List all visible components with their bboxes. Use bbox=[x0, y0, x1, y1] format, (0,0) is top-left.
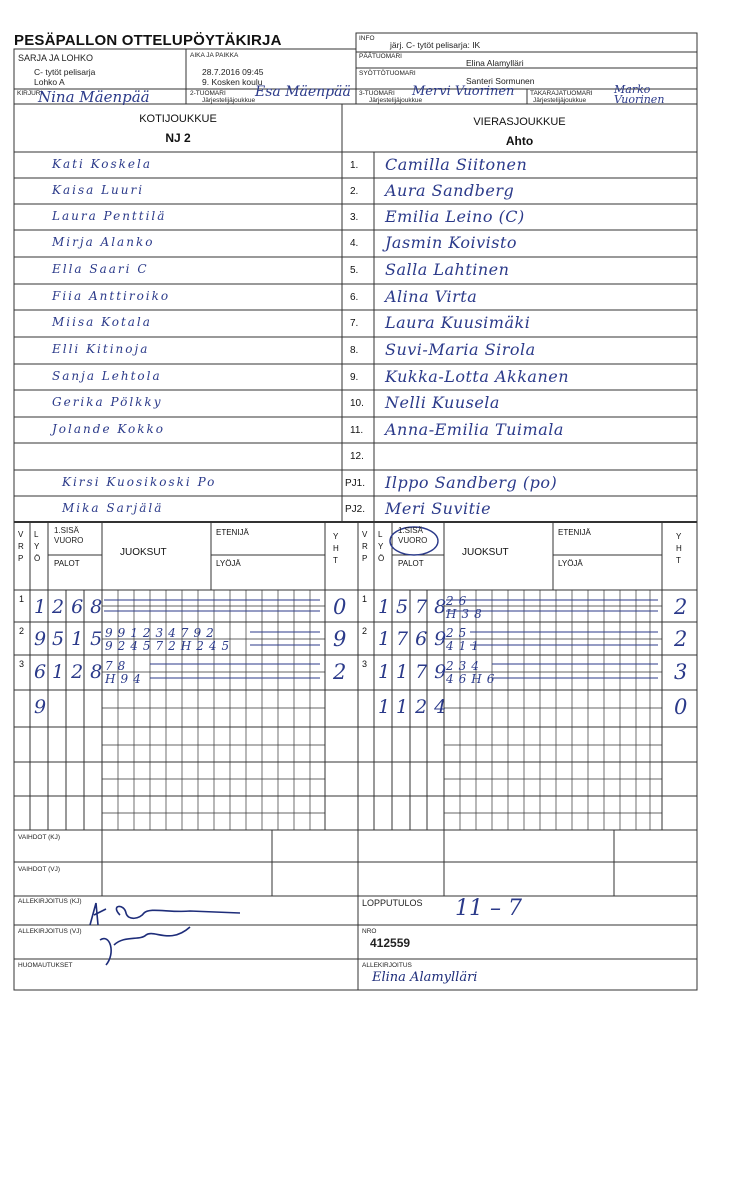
allekirjoitus-kj-label: ALLEKIRJOITUS (KJ) bbox=[18, 898, 82, 905]
home-lyo-header: Ö bbox=[34, 554, 41, 563]
roster-number: 6. bbox=[350, 292, 359, 303]
home-lyoja-header: LYÖJÄ bbox=[216, 559, 241, 568]
lopputulos-label: LOPPUTULOS bbox=[362, 898, 423, 908]
away-player-name: Alina Virta bbox=[385, 287, 478, 306]
away-inning-lyo: 1 bbox=[378, 596, 398, 618]
tuomari3-label: 3-TUOMARI bbox=[359, 90, 395, 97]
home-inning-total: 2 bbox=[333, 660, 347, 684]
away-player-name: Aura Sandberg bbox=[385, 181, 515, 200]
takaraja-label: TAKARAJATUOMARI bbox=[530, 90, 593, 97]
away-player-name: Kukka-Lotta Akkanen bbox=[385, 367, 570, 386]
away-lyoja-header: LYÖJÄ bbox=[558, 559, 583, 568]
away-inning-juoksut-top: 234 bbox=[446, 659, 484, 673]
sarja-value: C- tytöt pelisarja bbox=[34, 67, 96, 77]
away-vrp-header: R bbox=[362, 542, 368, 551]
coach-number: PJ1. bbox=[345, 478, 366, 489]
away-inning-palot: 179 bbox=[396, 661, 454, 683]
home-player-name: Ella Saari C bbox=[52, 262, 149, 276]
away-lyo-header: L bbox=[378, 530, 383, 539]
kirjuri-value: Nina Mäenpää bbox=[38, 88, 150, 106]
huomautukset-label: HUOMAUTUKSET bbox=[18, 962, 73, 969]
away-inning-juoksut-bottom: 411 bbox=[446, 639, 484, 653]
away-inning-juoksut-bottom: H38 bbox=[446, 607, 487, 621]
away-lyo-header: Y bbox=[378, 542, 384, 551]
away-player-name: Jasmin Koivisto bbox=[385, 233, 518, 252]
signature-kj bbox=[80, 895, 260, 975]
coach-number: PJ2. bbox=[345, 504, 366, 515]
roster-number: 7. bbox=[350, 318, 359, 329]
home-etenija-header: ETENIJÄ bbox=[216, 528, 249, 537]
away-palot-header: PALOT bbox=[398, 559, 424, 568]
away-player-name: Salla Lahtinen bbox=[385, 260, 510, 279]
home-lyo-header: Y bbox=[34, 542, 40, 551]
away-inning-juoksut-top: 26 bbox=[446, 594, 472, 608]
home-inning-lyo: 9 bbox=[34, 696, 54, 718]
home-player-name: Mirja Alanko bbox=[52, 235, 155, 249]
home-player-name: Gerika Pölkky bbox=[52, 395, 163, 409]
home-inning-juoksut-top: 991234792 bbox=[105, 626, 219, 640]
away-inning-palot: 578 bbox=[396, 596, 454, 618]
home-lyo-header: L bbox=[34, 530, 39, 539]
home-inning-lyo: 1 bbox=[34, 596, 54, 618]
home-inning-vrp: 3 bbox=[19, 659, 25, 669]
info-value: järj. C- tytöt pelisarja: IK bbox=[390, 40, 481, 50]
away-inning-lyo: 1 bbox=[378, 661, 398, 683]
allekirjoitus-value: Elina Alamylläri bbox=[372, 970, 478, 985]
home-player-name: Sanja Lehtola bbox=[52, 369, 162, 383]
home-inning-vrp: 2 bbox=[19, 626, 25, 636]
home-yht-header: H bbox=[333, 544, 339, 553]
takaraja-sub: Järjestelijäjoukkue bbox=[533, 97, 587, 104]
home-team-heading: KOTIJOUKKUE bbox=[139, 113, 217, 125]
away-vrp-header: V bbox=[362, 530, 368, 539]
nro-value: 412559 bbox=[370, 936, 411, 950]
info-label: INFO bbox=[359, 35, 375, 42]
tuomari3-value: Mervi Vuorinen bbox=[412, 84, 515, 99]
paikka-value: 9. Kosken koulu bbox=[202, 77, 263, 87]
home-sisa-header: 1.SISÄ VUORO bbox=[54, 526, 84, 545]
away-team-heading: VIERASJOUKKUE bbox=[473, 116, 566, 128]
home-player-name: Kati Koskela bbox=[52, 157, 152, 171]
home-inning-lyo: 6 bbox=[34, 661, 54, 683]
away-team-name: Ahto bbox=[505, 134, 534, 148]
paatuomari-label: PÄÄTUOMARI bbox=[359, 53, 402, 60]
roster-number: 12. bbox=[350, 451, 364, 462]
away-inning-lyo: 1 bbox=[378, 628, 398, 650]
home-player-name: Laura Penttilä bbox=[52, 209, 167, 223]
allekirjoitus-label: ALLEKIRJOITUS bbox=[362, 962, 412, 969]
home-palot-header: PALOT bbox=[54, 559, 80, 568]
syottotuomari-label: SYÖTTÖTUOMARI bbox=[359, 70, 416, 77]
away-player-name: Laura Kuusimäki bbox=[385, 313, 531, 332]
home-inning-juoksut-bottom: H94 bbox=[105, 672, 146, 686]
lohko-value: Lohko A bbox=[34, 77, 65, 87]
away-player-name: Nelli Kuusela bbox=[385, 393, 500, 412]
home-inning-juoksut-bottom: 924572H245 bbox=[105, 639, 235, 653]
away-juoksut-header: JUOKSUT bbox=[462, 547, 509, 558]
lopputulos-value: 11 – 7 bbox=[455, 896, 522, 921]
away-inning-palot: 124 bbox=[396, 696, 454, 718]
home-inning-juoksut-top: 78 bbox=[105, 659, 131, 673]
away-vrp-header: P bbox=[362, 554, 368, 563]
home-player-name: Miisa Kotala bbox=[52, 315, 152, 329]
home-inning-lyo: 9 bbox=[34, 628, 54, 650]
roster-number: 9. bbox=[350, 372, 359, 383]
away-yht-header: T bbox=[676, 556, 681, 565]
away-inning-vrp: 2 bbox=[362, 626, 368, 636]
roster-number: 4. bbox=[350, 238, 359, 249]
aika-label: AIKA JA PAIKKA bbox=[190, 52, 239, 59]
away-yht-header: H bbox=[676, 544, 682, 553]
home-inning-total: 9 bbox=[333, 627, 347, 651]
home-inning-vrp: 1 bbox=[19, 594, 25, 604]
roster-number: 3. bbox=[350, 212, 359, 223]
away-player-name: Camilla Siitonen bbox=[385, 155, 528, 174]
roster-number: 11. bbox=[350, 425, 364, 436]
home-yht-header: Y bbox=[333, 532, 339, 541]
home-coach-name: Kirsi Kuosikoski Po bbox=[62, 475, 217, 489]
away-yht-header: Y bbox=[676, 532, 682, 541]
vaihdot-kj-label: VAIHDOT (KJ) bbox=[18, 834, 61, 841]
away-inning-total: 2 bbox=[674, 595, 688, 619]
home-vrp-header: R bbox=[18, 542, 24, 551]
tuomari2-sub: Järjestelijäjoukkue bbox=[202, 97, 256, 104]
away-inning-lyo: 1 bbox=[378, 696, 398, 718]
home-player-name: Jolande Kokko bbox=[52, 422, 165, 436]
away-inning-total: 2 bbox=[674, 627, 688, 651]
aika-value: 28.7.2016 09:45 bbox=[202, 67, 264, 77]
home-player-name: Fiia Anttiroiko bbox=[52, 289, 171, 303]
allekirjoitus-vj-label: ALLEKIRJOITUS (VJ) bbox=[18, 928, 82, 935]
home-juoksut-header: JUOKSUT bbox=[120, 547, 167, 558]
roster-number: 2. bbox=[350, 186, 359, 197]
vaihdot-vj-label: VAIHDOT (VJ) bbox=[18, 866, 61, 873]
roster-number: 1. bbox=[350, 160, 359, 171]
away-inning-vrp: 3 bbox=[362, 659, 368, 669]
away-player-name: Suvi-Maria Sirola bbox=[385, 340, 536, 359]
kirjuri-label: KIRJURI bbox=[17, 90, 43, 97]
tuomari3-sub: Järjestelijäjoukkue bbox=[369, 97, 423, 104]
page-title: PESÄPALLON OTTELUPÖYTÄKIRJA bbox=[14, 32, 282, 49]
away-player-name: Emilia Leino (C) bbox=[385, 207, 525, 226]
nro-label: NRO bbox=[362, 928, 377, 935]
tuomari2-label: 2-TUOMARI bbox=[190, 90, 226, 97]
away-player-name: Anna-Emilia Tuimala bbox=[385, 420, 564, 439]
syottotuomari-value: Santeri Sormunen bbox=[466, 76, 535, 86]
away-inning-juoksut-bottom: 46H6 bbox=[446, 672, 500, 686]
away-inning-vrp: 1 bbox=[362, 594, 368, 604]
roster-number: 10. bbox=[350, 398, 364, 409]
home-inning-palot: 515 bbox=[52, 628, 110, 650]
roster-number: 5. bbox=[350, 265, 359, 276]
away-lyo-header: Ö bbox=[378, 554, 385, 563]
away-coach-name: Ilppo Sandberg (po) bbox=[385, 473, 558, 492]
home-vrp-header: P bbox=[18, 554, 24, 563]
home-vrp-header: V bbox=[18, 530, 24, 539]
home-inning-palot: 268 bbox=[52, 596, 110, 618]
roster-number: 8. bbox=[350, 345, 359, 356]
away-sisa-header: 1.SISÄ VUORO bbox=[398, 526, 428, 545]
away-inning-juoksut-top: 25 bbox=[446, 626, 472, 640]
sarja-label: SARJA JA LOHKO bbox=[18, 53, 94, 63]
tuomari2-value: Esa Mäenpää bbox=[255, 84, 351, 100]
home-player-name: Kaisa Luuri bbox=[52, 183, 145, 197]
away-coach-name: Meri Suvitie bbox=[385, 499, 492, 518]
home-yht-header: T bbox=[333, 556, 338, 565]
home-inning-palot: 128 bbox=[52, 661, 110, 683]
home-player-name: Elli Kitinoja bbox=[52, 342, 150, 356]
away-inning-total: 3 bbox=[674, 660, 688, 684]
away-inning-total: 0 bbox=[674, 695, 688, 719]
home-coach-name: Mika Sarjälä bbox=[62, 501, 164, 515]
home-inning-total: 0 bbox=[333, 595, 347, 619]
takaraja-value: Marko Vuorinen bbox=[614, 83, 665, 106]
away-inning-palot: 769 bbox=[396, 628, 454, 650]
home-team-name: NJ 2 bbox=[165, 131, 191, 145]
paatuomari-value: Elina Alamylläri bbox=[466, 58, 524, 68]
away-etenija-header: ETENIJÄ bbox=[558, 528, 591, 537]
